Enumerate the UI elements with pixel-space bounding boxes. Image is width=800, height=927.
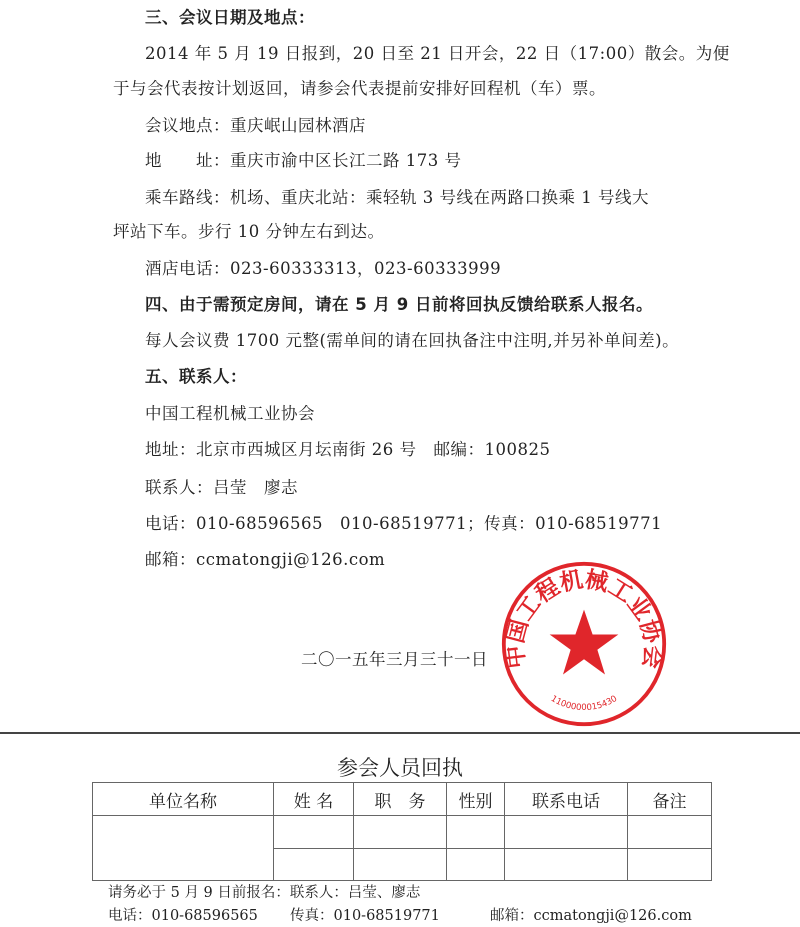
col-header: 职 务	[354, 783, 447, 816]
receipt-note: 请务必于 5 月 9 日前报名：联系人：吕莹、廖志	[108, 885, 421, 901]
org-address: 地址：北京市西城区月坛南街 26 号 邮编：100825	[145, 440, 551, 459]
svg-text:1100000015430: 1100000015430	[548, 693, 620, 714]
receipt-fax: 传真：010-68519771	[290, 908, 440, 924]
signature-date: 二〇一五年三月三十一日	[301, 650, 488, 669]
cell[interactable]	[628, 816, 712, 849]
date-line2: 于与会代表按计划返回，请参会代表提前安排好回程机（车）票。	[113, 79, 606, 98]
phone: 电话：010-68596565 010-68519771；传真：010-68519771	[145, 514, 663, 533]
cell[interactable]	[354, 816, 447, 849]
receipt-title: 参会人员回执	[337, 756, 463, 780]
cell[interactable]	[505, 849, 628, 881]
section3-heading: 三、会议日期及地点：	[145, 8, 315, 27]
col-header: 联系电话	[505, 783, 628, 816]
cell[interactable]	[274, 849, 354, 881]
address: 地 址：重庆市渝中区长江二路 173 号	[145, 151, 462, 170]
cell[interactable]	[505, 816, 628, 849]
section5-heading: 五、联系人：	[145, 367, 247, 386]
cell[interactable]	[447, 816, 505, 849]
route-line1: 乘车路线：机场、重庆北站：乘轻轨 3 号线在两路口换乘 1 号线大	[145, 188, 649, 207]
date-line1: 2014 年 5 月 19 日报到，20 日至 21 日开会，22 日（17:00）散会。为便	[145, 44, 730, 63]
divider	[0, 732, 800, 734]
cell[interactable]	[447, 849, 505, 881]
col-header: 性别	[447, 783, 505, 816]
table-row	[93, 816, 712, 849]
hotel-phone: 酒店电话：023-60333313，023-60333999	[145, 259, 502, 278]
cell[interactable]	[628, 849, 712, 881]
svg-text:中国工程机械工业协会: 中国工程机械工业协会	[502, 566, 666, 670]
col-header: 备注	[628, 783, 712, 816]
cell[interactable]	[274, 816, 354, 849]
table-header-row	[93, 783, 712, 816]
email: 邮箱：ccmatongji@126.com	[145, 550, 386, 569]
cell-unit[interactable]	[93, 816, 274, 881]
fee: 每人会议费 1700 元整(需单间的请在回执备注中注明,并另补单间差)。	[145, 331, 680, 350]
org: 中国工程机械工业协会	[145, 404, 315, 423]
section4-heading: 四、由于需预定房间，请在 5 月 9 日前将回执反馈给联系人报名。	[145, 295, 653, 314]
route-line2: 坪站下车。步行 10 分钟左右到达。	[113, 222, 385, 241]
col-header: 单位名称	[93, 783, 274, 816]
receipt-email: 邮箱：ccmatongji@126.com	[490, 908, 692, 924]
official-seal	[500, 560, 668, 728]
receipt-phone: 电话：010-68596565	[108, 908, 258, 924]
contacts: 联系人：吕莹 廖志	[145, 478, 298, 497]
cell[interactable]	[354, 849, 447, 881]
venue: 会议地点：重庆岷山园林酒店	[145, 116, 366, 135]
col-header: 姓 名	[274, 783, 354, 816]
receipt-table	[92, 782, 712, 881]
